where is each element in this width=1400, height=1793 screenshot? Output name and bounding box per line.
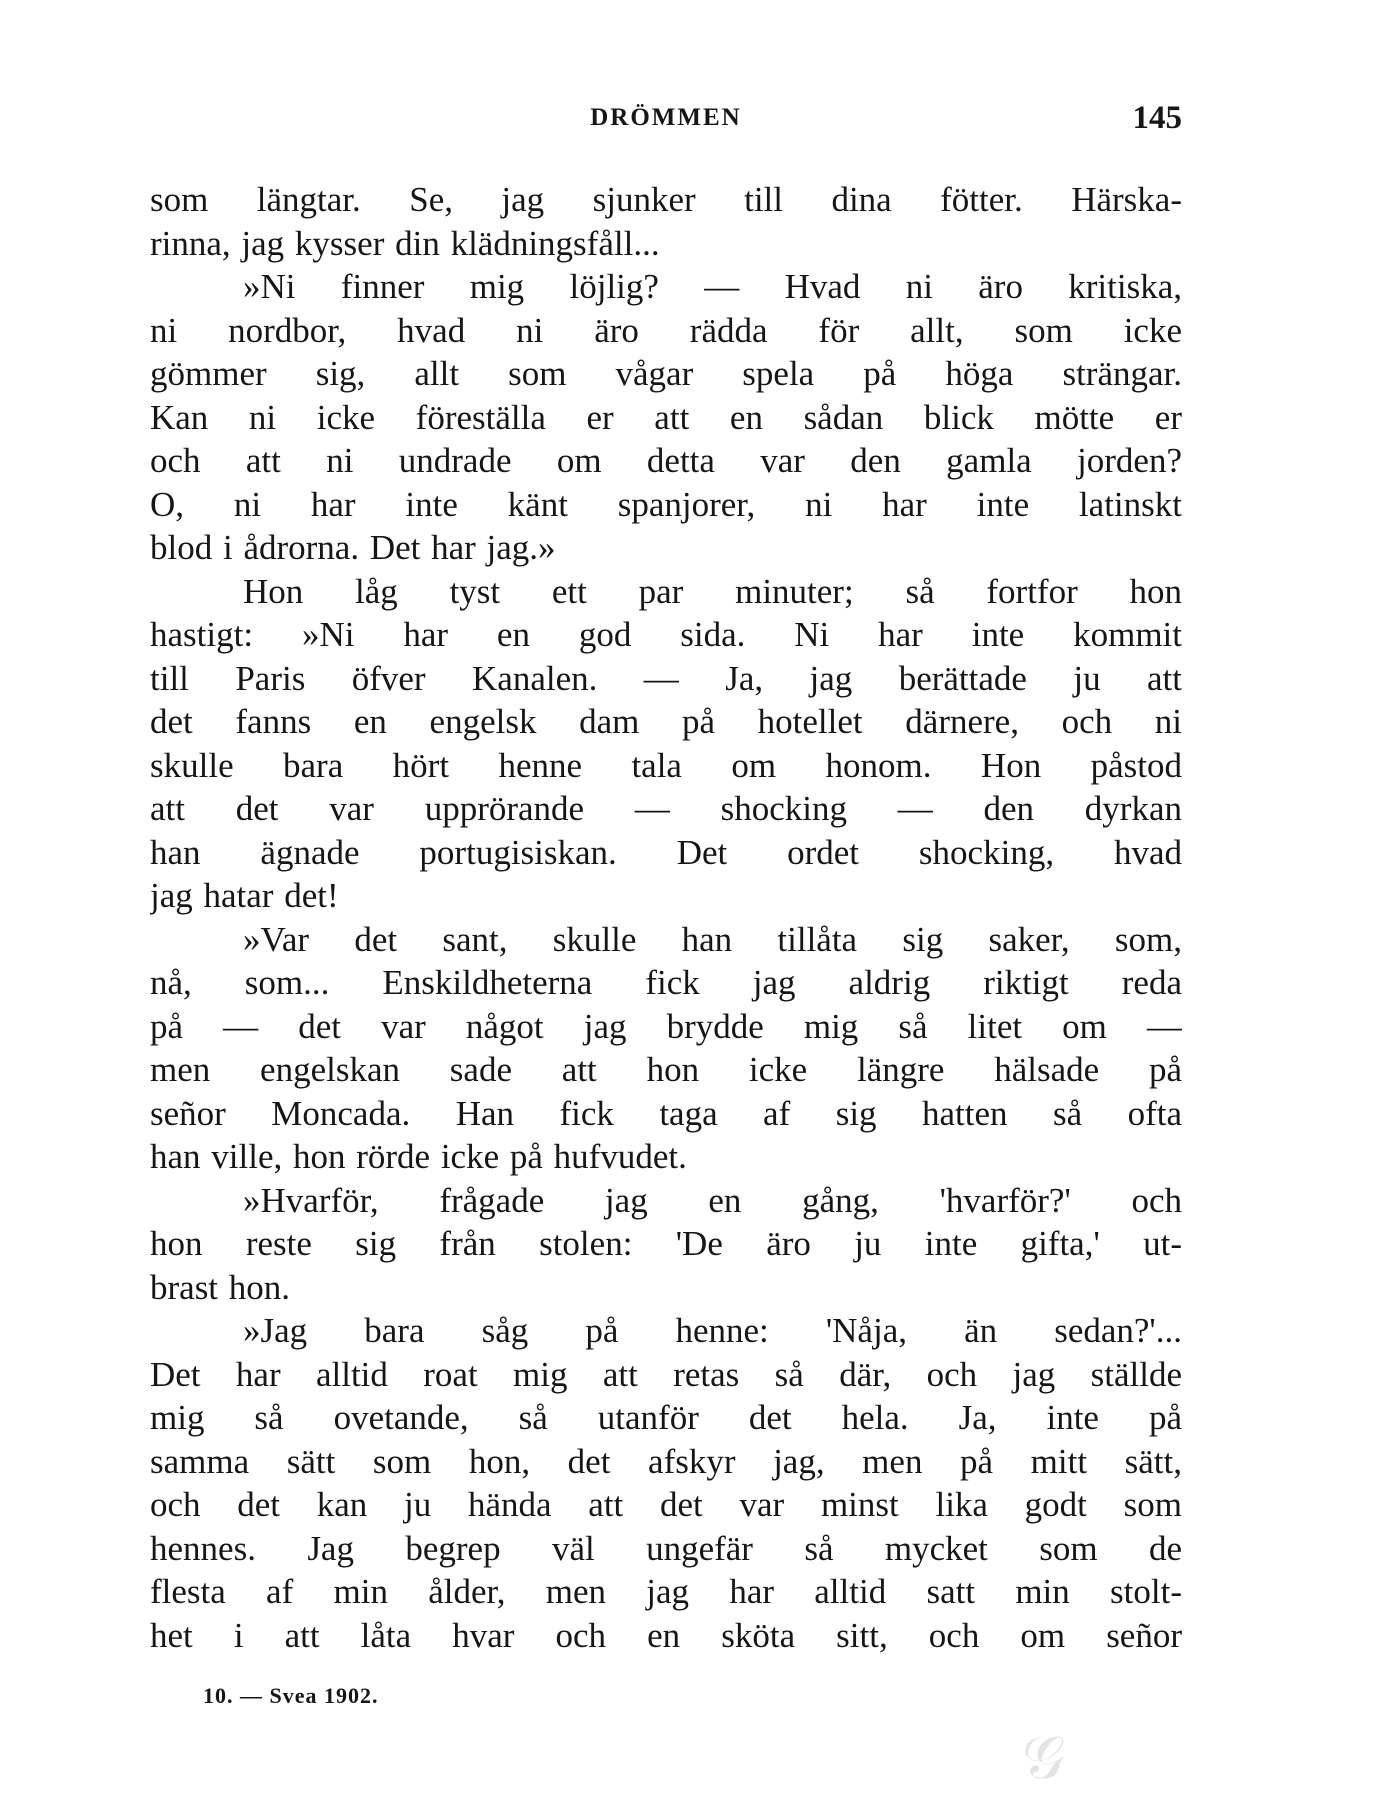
text-line: het i att låta hvar och en sköta sitt, och om señor (150, 1615, 1182, 1655)
text-line: samma sätt som hon, det afskyr jag, men på mitt sätt, (150, 1441, 1182, 1481)
signature-mark: 10. — Svea 1902. (203, 1683, 379, 1708)
text-line: det fanns en engelsk dam på hotellet därnere, och ni (150, 702, 1182, 741)
text-line: Kan ni icke föreställa er att en sådan blick mötte er (150, 397, 1182, 437)
text-line: »Ni finner mig löjlig? — Hvad ni äro kritiska, (243, 267, 1182, 306)
text-line: Det har alltid roat mig att retas så där, och jag ställde (150, 1354, 1182, 1394)
text-line: hon reste sig från stolen: 'De äro ju inte gifta,' ut- (150, 1224, 1182, 1263)
text-line: rinna, jag kysser din klädningsfåll... (150, 223, 660, 263)
text-line: gömmer sig, allt som vågar spela på höga strängar. (150, 354, 1182, 393)
page-number: 145 (1132, 100, 1182, 136)
text-line: till Paris öfver Kanalen. — Ja, jag berättade ju att (150, 658, 1182, 698)
text-line: »Var det sant, skulle han tillåta sig saker, som, (243, 919, 1182, 959)
text-line: hastigt: »Ni har en god sida. Ni har inte kommit (150, 615, 1182, 654)
text-line: »Jag bara såg på henne: 'Nåja, än sedan?'... (243, 1311, 1182, 1350)
text-line: »Hvarför, frågade jag en gång, 'hvarför?' och (243, 1180, 1182, 1220)
running-head (150, 100, 1182, 144)
text-line: som längtar. Se, jag sjunker till dina fötter. Härska- (150, 180, 1182, 219)
text-line: att det var upprörande — shocking — den dyrkan (150, 789, 1182, 828)
text-line: flesta af min ålder, men jag har alltid satt min stolt- (150, 1572, 1182, 1611)
text-line: ni nordbor, hvad ni äro rädda för allt, som icke (150, 310, 1182, 350)
text-line: skulle bara hört henne tala om honom. Hon påstod (150, 745, 1182, 785)
text-line: och det kan ju hända att det var minst lika godt som (150, 1485, 1182, 1524)
running-title: DRÖMMEN (590, 104, 742, 131)
text-line: O, ni har inte känt spanjorer, ni har inte latinskt (150, 484, 1182, 524)
text-line: Hon låg tyst ett par minuter; så fortfor hon (243, 571, 1182, 611)
text-line: jag hatar det! (150, 876, 339, 915)
text-line: men engelskan sade att hon icke längre hälsade på (150, 1050, 1182, 1089)
text-line: señor Moncada. Han fick taga af sig hatten så ofta (150, 1093, 1182, 1133)
text-line: brast hon. (150, 1267, 291, 1307)
text-line: nå, som... Enskildheterna fick jag aldrig riktigt reda (150, 963, 1182, 1002)
text-line: han ville, hon rörde icke på hufvudet. (150, 1137, 687, 1176)
text-line: han ägnade portugisiskan. Det ordet shocking, hvad (150, 832, 1182, 872)
scan-watermark: 𝒢 (1022, 1723, 1065, 1793)
text-line: blod i ådrorna. Det har jag.» (150, 528, 556, 567)
text-line: och att ni undrade om detta var den gamla jorden? (150, 441, 1182, 480)
body-text (150, 178, 1182, 1657)
text-line: hennes. Jag begrep väl ungefär så mycket som de (150, 1528, 1182, 1568)
text-line: på — det var något jag brydde mig så litet om — (150, 1006, 1182, 1046)
text-line: mig så ovetande, så utanför det hela. Ja, inte på (150, 1398, 1182, 1437)
